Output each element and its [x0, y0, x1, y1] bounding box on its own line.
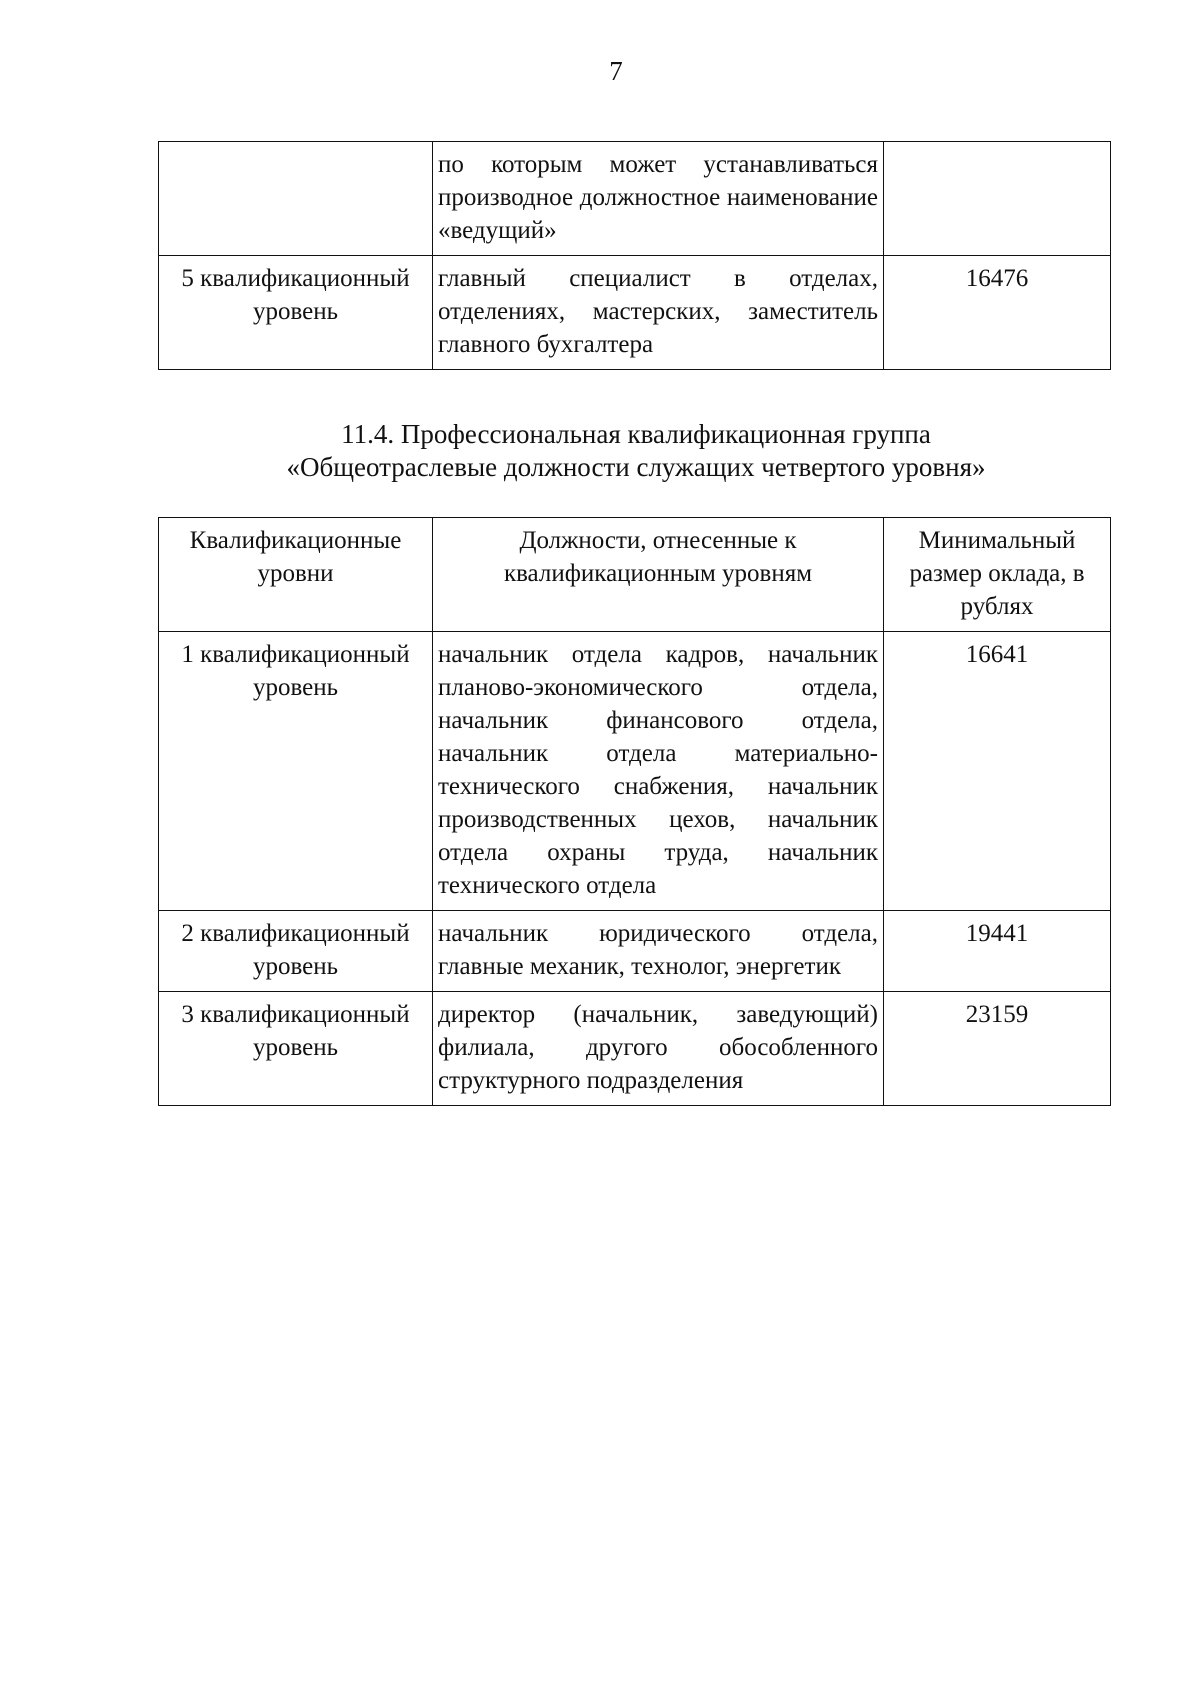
salary-cell: 19441 [884, 911, 1111, 992]
header-salary: Минимальный размер оклада, в рублях [884, 518, 1111, 632]
page-number: 7 [609, 56, 623, 86]
salary-cell [884, 142, 1111, 256]
level-cell: 2 квалификационный уровень [159, 911, 433, 992]
header-positions: Должности, отнесенные к квалификационным уровням [433, 518, 884, 632]
section-title [190, 418, 1082, 484]
table-row [159, 632, 1111, 911]
qualification-table [158, 517, 1111, 1106]
table-row [159, 256, 1111, 370]
salary-cell: 16641 [884, 632, 1111, 911]
salary-cell: 23159 [884, 992, 1111, 1106]
level-cell [159, 142, 433, 256]
positions-cell: начальник юридического отдела, главные механик, технолог, энергетик [433, 911, 884, 992]
section-title-line-2: «Общеотраслевые должности служащих четвертого уровня» [286, 452, 986, 482]
level-cell: 1 квалификационный уровень [159, 632, 433, 911]
continued-table [158, 141, 1111, 370]
level-cell: 5 квалификационный уровень [159, 256, 433, 370]
section-title-line-1: 11.4. Профессиональная квалификационная группа [341, 419, 931, 449]
salary-cell: 16476 [884, 256, 1111, 370]
table-row [159, 142, 1111, 256]
positions-cell: главный специалист в отделах, отделениях, мастерских, заместитель главного бухгалтера [433, 256, 884, 370]
table-header-row [159, 518, 1111, 632]
table-row [159, 911, 1111, 992]
positions-cell: начальник отдела кадров, начальник планово-экономического отдела, начальник финансового отдела, начальник отдела материально-технического снабжения, начальник производственных цехов, начальник отдела охраны труда, начальник технического отдела [433, 632, 884, 911]
positions-cell: по которым может устанавливаться производное должностное наименование «ведущий» [433, 142, 884, 256]
table-row [159, 992, 1111, 1106]
level-cell: 3 квалификационный уровень [159, 992, 433, 1106]
positions-cell: директор (начальник, заведующий) филиала, другого обособленного структурного подразделения [433, 992, 884, 1106]
header-levels: Квалификационные уровни [159, 518, 433, 632]
